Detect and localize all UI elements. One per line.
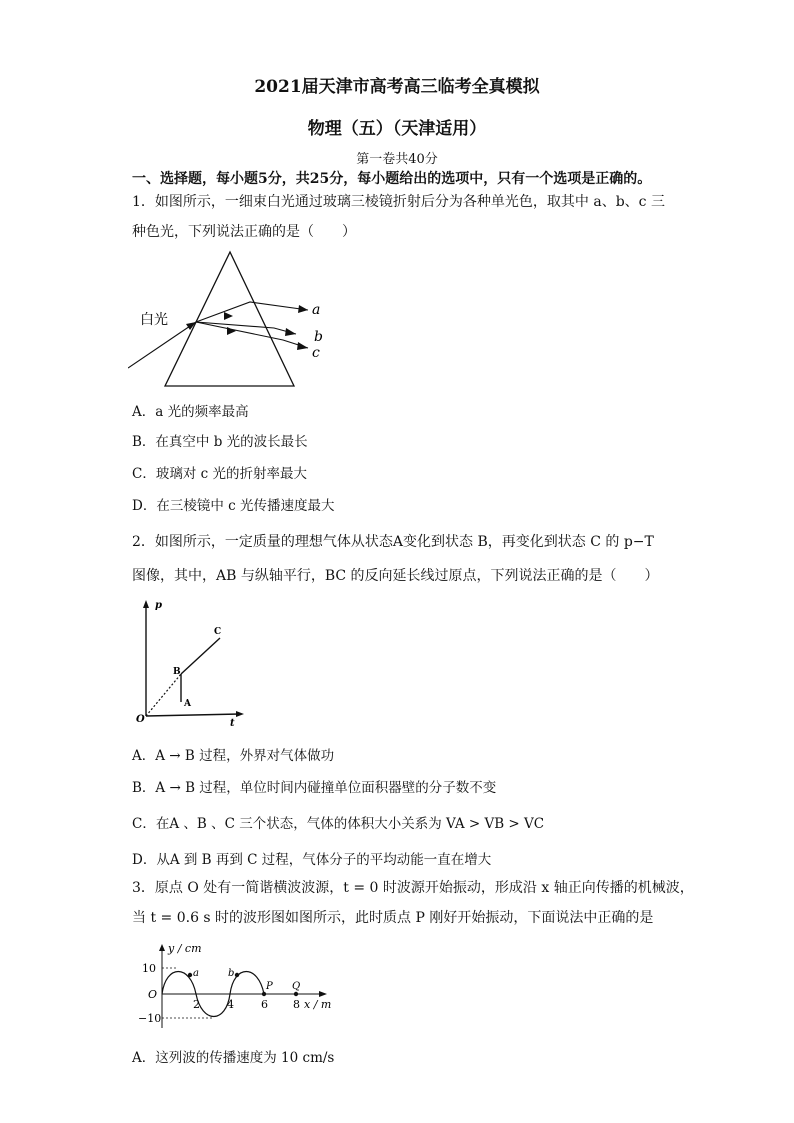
point-p-marker [262, 992, 266, 996]
x-tick-4: 4 [227, 998, 234, 1011]
ray-a-label: a [312, 302, 321, 318]
q2-option-c: C．在A 、B 、C 三个状态，气体的体积大小关系为 VA > VB > VC [132, 816, 545, 832]
ray-c-label: c [312, 345, 320, 361]
section-heading: 一、选择题，每小题5分，共25分，每小题给出的选项中，只有一个选项是正确的。 [132, 171, 652, 187]
exam-subtitle: 物理（五）（天津适用） [307, 119, 487, 139]
q2-option-b: B．A → B 过程，单位时间内碰撞单位面积器壁的分子数不变 [132, 780, 497, 796]
bc-extension-dotted [146, 674, 181, 716]
ray-b-label: b [314, 329, 323, 345]
point-a-marker [188, 973, 192, 977]
origin-label: O [136, 714, 145, 725]
t-axis [146, 714, 240, 716]
q3-stem-line2: 当 t = 0.6 s 时的波形图如图所示，此时质点 P 刚好开始振动，下面说法中正确的是 [132, 910, 654, 926]
prism-figure [128, 250, 338, 390]
exam-title: 2021届天津市高考高三临考全真模拟 [254, 77, 540, 97]
y-axis-arrow [159, 944, 165, 951]
q1-option-a: A．a 光的频率最高 [132, 404, 249, 420]
p-axis-arrow [143, 600, 149, 608]
white-light-label: 白光 [140, 312, 168, 328]
point-b-label: B [173, 667, 181, 677]
line-bc [181, 638, 220, 674]
y-tick-min: −10 [138, 1012, 162, 1025]
ray-a-line [196, 302, 308, 322]
p-t-graph [136, 598, 252, 730]
prism-triangle [165, 252, 294, 386]
ray-a-arrow [298, 305, 308, 313]
point-a-label: a [193, 968, 199, 979]
q2-option-a: A．A → B 过程，外界对气体做功 [132, 748, 335, 764]
t-axis-label: t [230, 718, 235, 729]
q1-option-d: D．在三棱镜中 c 光传播速度最大 [132, 498, 335, 514]
q3-option-a: A．这列波的传播速度为 10 cm/s [132, 1050, 335, 1066]
x-tick-6: 6 [261, 998, 268, 1011]
q1-stem-line2: 种色光，下列说法正确的是（ ） [132, 224, 356, 240]
t-axis-arrow [236, 711, 244, 717]
x-tick-2: 2 [193, 998, 200, 1011]
q2-stem-line2: 图像，其中，AB 与纵轴平行，BC 的反向延长线过原点，下列说法正确的是（ ） [132, 568, 659, 584]
point-b-marker [235, 973, 239, 977]
ray-b-arrow [285, 328, 296, 336]
incident-ray [128, 322, 196, 368]
wave-graph [138, 942, 338, 1032]
q1-option-c: C．玻璃对 c 光的折射率最大 [132, 466, 307, 482]
x-axis-arrow [319, 991, 327, 997]
q1-stem-line1: 1．如图所示，一细束白光通过玻璃三棱镜折射后分为各种单光色，取其中 a、b、c 三 [132, 194, 665, 210]
origin-label: O [148, 988, 158, 1001]
point-q-marker [294, 992, 298, 996]
q2-option-d: D．从A 到 B 再到 C 过程，气体分子的平均动能一直在增大 [132, 852, 492, 868]
q3-stem-line1: 3．原点 O 处有一简谐横波波源，t = 0 时波源开始振动，形成沿 x 轴正向传播的机械波， [132, 880, 694, 896]
point-c-label: C [214, 627, 222, 637]
q1-option-b: B．在真空中 b 光的波长最长 [132, 434, 308, 450]
ray-inner-arrow [227, 327, 236, 335]
y-axis-label: y / cm [168, 942, 202, 955]
point-a-label: A [184, 699, 191, 709]
point-p-label: P [266, 981, 273, 992]
ray-inner-arrow [224, 312, 233, 320]
x-tick-8: 8 [293, 998, 300, 1011]
ray-c-arrow [297, 342, 308, 350]
q2-stem-line1: 2．如图所示，一定质量的理想气体从状态A变化到状态 B，再变化到状态 C 的 p−T [132, 534, 654, 550]
p-axis-label: p [155, 600, 162, 611]
x-axis-label: x / m [304, 998, 332, 1011]
point-b-label: b [228, 968, 235, 979]
part-label: 第一卷共40分 [356, 152, 438, 167]
y-tick-max: 10 [142, 962, 156, 975]
point-q-label: Q [292, 981, 301, 992]
